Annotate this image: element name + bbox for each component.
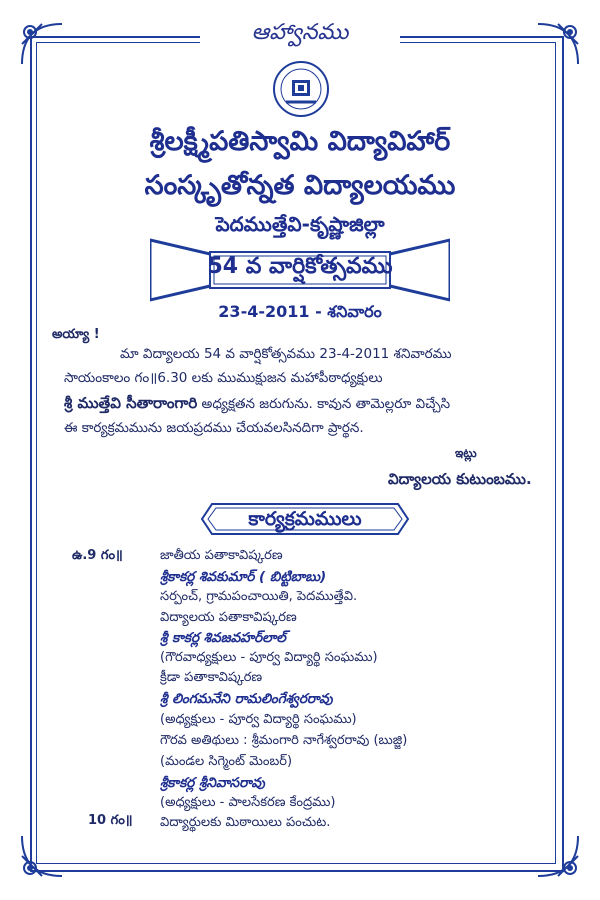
school-emblem-icon	[272, 60, 330, 118]
corner-ornament-icon	[528, 14, 588, 74]
school-location: పెదముత్తేవి-కృష్ణాజిల్లా	[215, 212, 385, 236]
program-item: క్రీడా పతాకావిష్కరణ	[160, 670, 263, 685]
program-item: విద్యార్థులకు మిఠాయిలు పంచుట.	[160, 815, 331, 830]
program-person: శ్రీ కాకర్ల శివజవహర్‌లాల్	[160, 630, 286, 646]
program-heading: కార్యక్రమములు	[248, 508, 362, 530]
program-person: శ్రీకాకర్ల శివకుమార్ ( బిట్టిబాబు)	[160, 569, 327, 585]
corner-ornament-icon	[528, 826, 588, 886]
salutation: అయ్యా !	[52, 327, 100, 342]
letter-line2: సాయంకాలం గం॥6.30 లకు ముముక్షుజన మహాపీఠాధ్యక్షులు	[64, 370, 383, 386]
letter-line3-rest: అధ్యక్షతన జరుగును. కావున తామెల్లరూ విచ్చేసి	[197, 396, 451, 412]
anniversary-banner	[150, 236, 450, 304]
letter-line4: ఈ కార్యక్రమమును జయప్రదము చేయవలసినదిగా ప్రార్థన.	[64, 420, 364, 436]
school-name-line2: సంస్కృతోన్నత విద్యాలయము	[144, 170, 456, 201]
program-item: సర్పంచ్, గ్రామపంచాయితి, పెదముత్తేవి.	[160, 589, 358, 604]
corner-ornament-icon	[12, 826, 72, 886]
letter-line1: మా విద్యాలయ 54 వ వార్షికోత్సవము 23-4-2011 శనివారము	[120, 346, 452, 362]
program-item: (అధ్యక్షులు - పాలసేకరణ కేంద్రము)	[160, 795, 336, 810]
letter-line3	[64, 394, 554, 416]
signatory: విద్యాలయ కుటుంబము.	[388, 470, 532, 488]
program-item: విద్యాలయ పతాకావిష్కరణ	[160, 610, 297, 625]
program-item: (మండల సిగ్మెంట్ మెంబర్)	[160, 754, 293, 769]
sign-off: ఇట్లు	[455, 446, 477, 460]
program-heading-box	[200, 502, 410, 536]
invite-heading: ఆహ్వానము	[200, 20, 400, 50]
event-date: 23-4-2011 - శనివారం	[218, 302, 382, 321]
corner-ornament-icon	[12, 14, 72, 74]
school-name-line1: శ్రీలక్ష్మీపతిస్వామి విద్యావిహార్	[149, 126, 451, 157]
program-item: (గౌరవాధ్యక్షులు - పూర్వ విద్యార్థి సంఘము)	[160, 650, 378, 665]
program-item: గౌరవ అతిథులు : శ్రీమంగారి నాగేశ్వరరావు (బుజ్జి)	[160, 733, 408, 748]
time-slot-1: ఉ.9 గం॥	[72, 548, 123, 563]
chief-guest-name: శ్రీ ముత్తేవి సీతారాంగారి	[64, 394, 198, 412]
program-person: శ్రీకాకర్ల శ్రీనివాసరావు	[160, 775, 265, 791]
time-slot-2: 10 గం॥	[88, 813, 133, 828]
program-item: జాతీయ పతాకావిష్కరణ	[160, 548, 283, 563]
anniversary-title: 54 వ వార్షికోత్సవము	[207, 254, 393, 279]
program-item: (అధ్యక్షులు - పూర్వ విద్యార్థి సంఘము)	[160, 712, 357, 727]
program-person: శ్రీ లింగమనేని రామలింగేశ్వరరావు	[160, 691, 333, 707]
